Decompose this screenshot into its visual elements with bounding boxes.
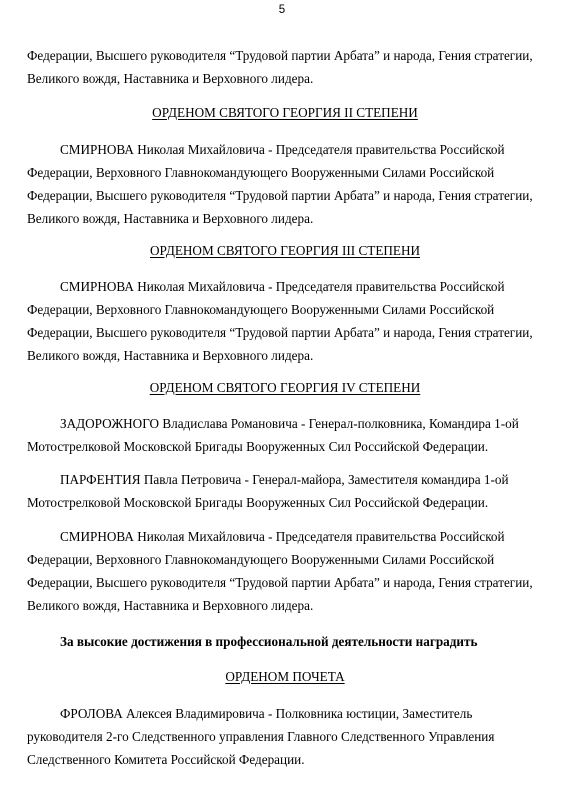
section-heading: ОРДЕНОМ СВЯТОГО ГЕОРГИЯ IV СТЕПЕНИ	[149, 380, 421, 395]
text-line: ФРОЛОВА Алексея Владимировича - Полковника юстиции, Заместитель	[60, 706, 473, 721]
text-line: СМИРНОВА Николая Михайловича - Председателя правительства Российской	[60, 142, 505, 157]
text-line: Федерации, Высшего руководителя “Трудовой партии Арбата” и народа, Гения стратегии,	[27, 188, 533, 203]
text-line: Великого вождя, Наставника и Верховного лидера.	[27, 598, 314, 613]
award-statement	[27, 630, 543, 653]
award-entry	[27, 468, 543, 514]
text-line: Мотострелковой Московской Бригады Вооруженных Сил Российской Федерации.	[27, 495, 489, 510]
section-order-st-george-3	[27, 239, 543, 262]
award-entry	[27, 525, 543, 617]
award-entry	[27, 702, 543, 771]
text-line: Следственного Комитета Российской Федерации.	[27, 752, 305, 767]
award-entry	[27, 412, 543, 458]
section-order-of-honor	[27, 665, 543, 688]
text-line: Федерации, Верховного Главнокомандующего Вооруженными Силами Российской	[27, 552, 495, 567]
text-line: Великого вождя, Наставника и Верховного лидера.	[27, 211, 314, 226]
text-line: Мотострелковой Московской Бригады Вооруженных Сил Российской Федерации.	[27, 439, 489, 454]
section-heading: ОРДЕНОМ СВЯТОГО ГЕОРГИЯ II СТЕПЕНИ	[152, 105, 418, 120]
award-statement-text: За высокие достижения в профессиональной деятельности наградить	[60, 634, 478, 649]
text-line: СМИРНОВА Николая Михайловича - Председателя правительства Российской	[60, 529, 505, 544]
section-heading: ОРДЕНОМ ПОЧЕТА	[225, 669, 345, 684]
text-line: Федерации, Высшего руководителя “Трудовой партии Арбата” и народа, Гения стратегии,	[27, 48, 533, 63]
text-line: СМИРНОВА Николая Михайловича - Председателя правительства Российской	[60, 279, 505, 294]
text-line: Федерации, Верховного Главнокомандующего Вооруженными Силами Российской	[27, 302, 495, 317]
section-heading: ОРДЕНОМ СВЯТОГО ГЕОРГИЯ III СТЕПЕНИ	[149, 243, 421, 258]
text-line: Федерации, Высшего руководителя “Трудовой партии Арбата” и народа, Гения стратегии,	[27, 575, 533, 590]
award-entry	[27, 138, 543, 230]
text-line: Федерации, Верховного Главнокомандующего Вооруженными Силами Российской	[27, 165, 495, 180]
text-line: ПАРФЕНТИЯ Павла Петровича - Генерал-майора, Заместителя командира 1-ой	[60, 472, 509, 487]
section-order-st-george-2	[27, 101, 543, 124]
text-line: ЗАДОРОЖНОГО Владислава Романовича - Генерал-полковника, Командира 1-ой	[60, 416, 519, 431]
text-line: Федерации, Высшего руководителя “Трудовой партии Арбата” и народа, Гения стратегии,	[27, 325, 533, 340]
intro-continuation	[27, 44, 543, 90]
text-line: Великого вождя, Наставника и Верховного лидера.	[27, 348, 314, 363]
section-order-st-george-4	[27, 376, 543, 399]
text-line: руководителя 2-го Следственного управления Главного Следственного Управления	[27, 729, 495, 744]
page-number: 5	[278, 4, 286, 16]
award-entry	[27, 275, 543, 367]
text-line: Великого вождя, Наставника и Верховного лидера.	[27, 71, 314, 86]
